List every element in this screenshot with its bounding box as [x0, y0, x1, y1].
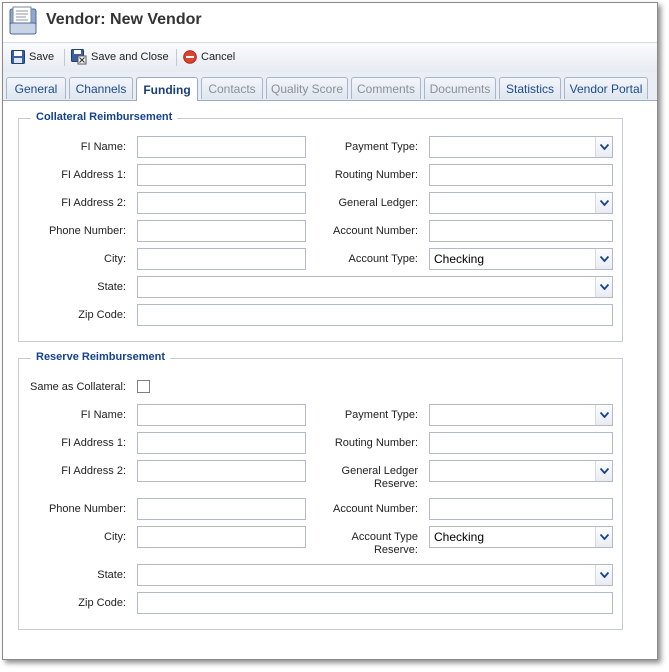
chevron-down-icon[interactable]	[595, 249, 612, 269]
city-label: City:	[104, 531, 126, 543]
tab-documents[interactable]: Documents	[424, 77, 496, 99]
account-number-label: Account Number:	[333, 503, 418, 515]
tab-statistics[interactable]: Statistics	[499, 77, 561, 99]
window-title: Vendor: New Vendor	[46, 11, 202, 28]
cancel-label: Cancel	[201, 51, 236, 63]
fi-address2-label: FI Address 2:	[61, 197, 126, 209]
collateral-city-input[interactable]	[137, 248, 306, 270]
reserve-payment-type-select[interactable]	[429, 404, 613, 426]
fi-name-label: FI Name:	[80, 409, 126, 421]
general-ledger-label: General Ledger:	[338, 197, 418, 209]
reserve-account-number-input[interactable]	[429, 498, 613, 520]
reserve-account-type-select[interactable]	[429, 526, 613, 548]
reserve-fi-name-input[interactable]	[137, 404, 306, 426]
collateral-account-number-input[interactable]	[429, 220, 613, 242]
tab-vendor-portal[interactable]: Vendor Portal	[564, 77, 648, 99]
toolbar	[3, 42, 657, 73]
save-and-close-button[interactable]	[71, 47, 169, 67]
chevron-down-icon[interactable]	[595, 277, 612, 297]
toolbar-separator	[64, 49, 65, 66]
toolbar-separator	[176, 49, 177, 66]
tab-channels[interactable]: Channels	[69, 77, 133, 99]
cancel-icon	[183, 50, 197, 64]
chevron-down-icon[interactable]	[595, 405, 612, 425]
chevron-down-icon[interactable]	[595, 193, 612, 213]
reserve-general-ledger-select[interactable]	[429, 460, 613, 482]
save-label: Save	[29, 51, 55, 63]
tab-comments[interactable]: Comments	[351, 77, 421, 99]
tab-general[interactable]: General	[6, 77, 66, 99]
chevron-down-icon[interactable]	[595, 137, 612, 157]
city-label: City:	[104, 253, 126, 265]
collateral-reimbursement-section	[18, 111, 623, 342]
tab-quality-score[interactable]: Quality Score	[266, 77, 348, 99]
save-close-icon	[71, 49, 87, 65]
reserve-fi-address2-input[interactable]	[137, 460, 306, 482]
reserve-reimbursement-section	[18, 351, 623, 630]
save-button[interactable]	[11, 47, 54, 67]
save-and-close-label: Save and Close	[91, 51, 169, 63]
collateral-account-type-select[interactable]	[429, 248, 613, 270]
state-label: State:	[97, 569, 126, 581]
collateral-fi-name-input[interactable]	[137, 136, 306, 158]
tab-contacts[interactable]: Contacts	[201, 77, 263, 99]
reserve-legend: Reserve Reimbursement	[31, 351, 170, 363]
payment-type-label: Payment Type:	[344, 409, 418, 421]
reserve-state-select[interactable]	[137, 564, 613, 586]
zip-code-label: Zip Code:	[78, 309, 126, 321]
account-type-reserve-label	[309, 531, 418, 557]
zip-code-label: Zip Code:	[78, 597, 126, 609]
tab-funding[interactable]: Funding	[136, 77, 198, 101]
general-ledger-reserve-line1: General Ledger	[341, 465, 418, 477]
chevron-down-icon[interactable]	[595, 527, 612, 547]
collateral-payment-type-select[interactable]	[429, 136, 613, 158]
reserve-fi-address1-input[interactable]	[137, 432, 306, 454]
account-number-label: Account Number:	[333, 225, 418, 237]
account-type-reserve-line2: Reserve:	[373, 544, 418, 556]
general-ledger-reserve-line2: Reserve:	[373, 478, 418, 490]
fi-address2-label: FI Address 2:	[61, 465, 126, 477]
account-type-value: Checking	[434, 530, 485, 544]
account-type-reserve-line1: Account Type	[351, 531, 418, 543]
phone-number-label: Phone Number:	[48, 503, 126, 515]
same-as-collateral-checkbox[interactable]	[137, 380, 150, 393]
floppy-disk-icon	[11, 50, 25, 64]
reserve-zip-input[interactable]	[137, 592, 613, 614]
fi-address1-label: FI Address 1:	[61, 437, 126, 449]
collateral-zip-input[interactable]	[137, 304, 613, 326]
collateral-fi-address2-input[interactable]	[137, 192, 306, 214]
collateral-phone-input[interactable]	[137, 220, 306, 242]
payment-type-label: Payment Type:	[344, 141, 418, 153]
vendor-document-icon	[9, 6, 39, 36]
state-label: State:	[97, 281, 126, 293]
tab-bar	[3, 72, 657, 101]
routing-number-label: Routing Number:	[334, 437, 418, 449]
reserve-city-input[interactable]	[137, 526, 306, 548]
title-bar	[3, 3, 657, 41]
collateral-state-select[interactable]	[137, 276, 613, 298]
phone-number-label: Phone Number:	[48, 225, 126, 237]
fi-address1-label: FI Address 1:	[61, 169, 126, 181]
account-type-label: Account Type:	[348, 253, 418, 265]
routing-number-label: Routing Number:	[334, 169, 418, 181]
fi-name-label: FI Name:	[80, 141, 126, 153]
cancel-button[interactable]	[183, 47, 235, 67]
collateral-legend: Collateral Reimbursement	[31, 111, 177, 123]
collateral-routing-number-input[interactable]	[429, 164, 613, 186]
chevron-down-icon[interactable]	[595, 461, 612, 481]
reserve-routing-number-input[interactable]	[429, 432, 613, 454]
chevron-down-icon[interactable]	[595, 565, 612, 585]
general-ledger-reserve-label	[309, 465, 418, 491]
collateral-general-ledger-select[interactable]	[429, 192, 613, 214]
collateral-fi-address1-input[interactable]	[137, 164, 306, 186]
account-type-value: Checking	[434, 252, 485, 266]
vendor-window	[2, 2, 658, 660]
reserve-phone-input[interactable]	[137, 498, 306, 520]
same-as-collateral-label: Same as Collateral:	[30, 381, 126, 393]
